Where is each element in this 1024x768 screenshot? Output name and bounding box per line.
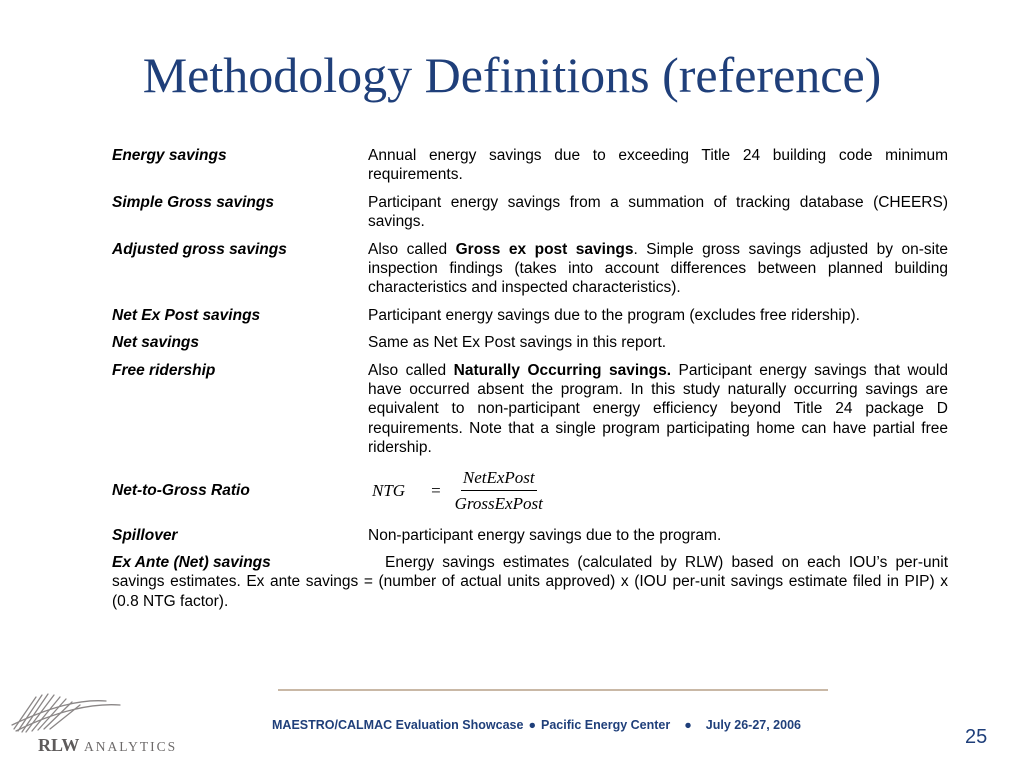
definition-row — [112, 146, 948, 185]
logo-word: ANALYTICS — [84, 739, 178, 754]
definition-term: Energy savings — [112, 147, 227, 164]
definition-term: Net savings — [112, 334, 200, 352]
footer-venue: Pacific Energy Center — [541, 718, 671, 732]
definition-desc: Energy savings estimates (calculated by RLW) based on each IOU’s per-unit savings estimates. Ex ante savings = (number of actual units approved) x (IOU per-unit savings estimate filed in PIP) x (0.8 NTG factor). — [112, 553, 948, 610]
definition-row — [112, 333, 948, 352]
definition-row — [112, 193, 948, 232]
definition-term: Ex Ante (Net) savings — [112, 553, 271, 571]
definition-desc: Participant energy savings from a summation of tracking database (CHEERS) savings. — [368, 193, 948, 231]
formula-numerator: NetExPost — [461, 468, 537, 491]
definition-desc: Participant energy savings due to the program (excludes free ridership). — [368, 306, 860, 324]
definitions-list — [112, 146, 948, 611]
page-number: 25 — [965, 726, 988, 748]
definition-desc: Same as Net Ex Post savings in this report. — [368, 334, 667, 352]
desc-text: . Simple gross savings adjusted by on-site inspection findings (takes into account differences between planned building characteristics and inspected characteristics). — [368, 240, 948, 297]
formula-fraction — [455, 468, 543, 514]
desc-text: Also called — [368, 240, 456, 258]
definition-row — [112, 306, 948, 325]
definition-row — [112, 468, 948, 514]
slide-title: Methodology Definitions (reference) — [142, 47, 882, 103]
definition-row — [112, 361, 948, 458]
footer-text — [272, 718, 801, 732]
footer-dates: July 26-27, 2006 — [705, 718, 801, 732]
footer-event: MAESTRO/CALMAC Evaluation Showcase — [272, 718, 524, 732]
definition-row — [112, 526, 948, 545]
definition-desc — [368, 240, 948, 298]
definition-row — [112, 553, 948, 611]
desc-bold-text: Naturally Occurring savings. — [453, 361, 672, 379]
definition-row — [112, 240, 948, 298]
definition-term: Free ridership — [112, 361, 216, 379]
definition-desc: Annual energy savings due to exceeding Title 24 building code minimum requirements. — [368, 147, 948, 184]
logo-initials: RLW — [38, 735, 80, 755]
formula-lhs: NTG — [372, 480, 406, 500]
desc-text: Participant energy savings that would have occurred absent the program. In this study naturally occurring savings are equivalent to non-participant energy efficiency beyond Title 24 package D requirements. Note that a single program participating home can have partial free ridership. — [368, 361, 948, 457]
definition-desc — [368, 361, 948, 458]
formula-denominator: GrossExPost — [454, 494, 543, 514]
definition-term: Net Ex Post savings — [112, 306, 261, 324]
rlw-logo-text — [38, 735, 177, 756]
ntg-formula — [368, 468, 543, 514]
desc-bold-text: Gross ex post savings — [455, 240, 634, 258]
definition-term: Spillover — [112, 526, 178, 544]
definition-desc: Non-participant energy savings due to the program. — [368, 526, 722, 544]
footer-separator: ● — [684, 718, 692, 732]
footer-divider — [278, 689, 828, 691]
footer-separator: ● — [528, 718, 536, 732]
formula-equals: = — [431, 480, 441, 500]
definition-term: Simple Gross savings — [112, 193, 274, 211]
definition-term: Adjusted gross savings — [112, 240, 287, 258]
desc-text: Also called — [368, 361, 454, 379]
definition-term: Net-to-Gross Ratio — [112, 481, 250, 499]
